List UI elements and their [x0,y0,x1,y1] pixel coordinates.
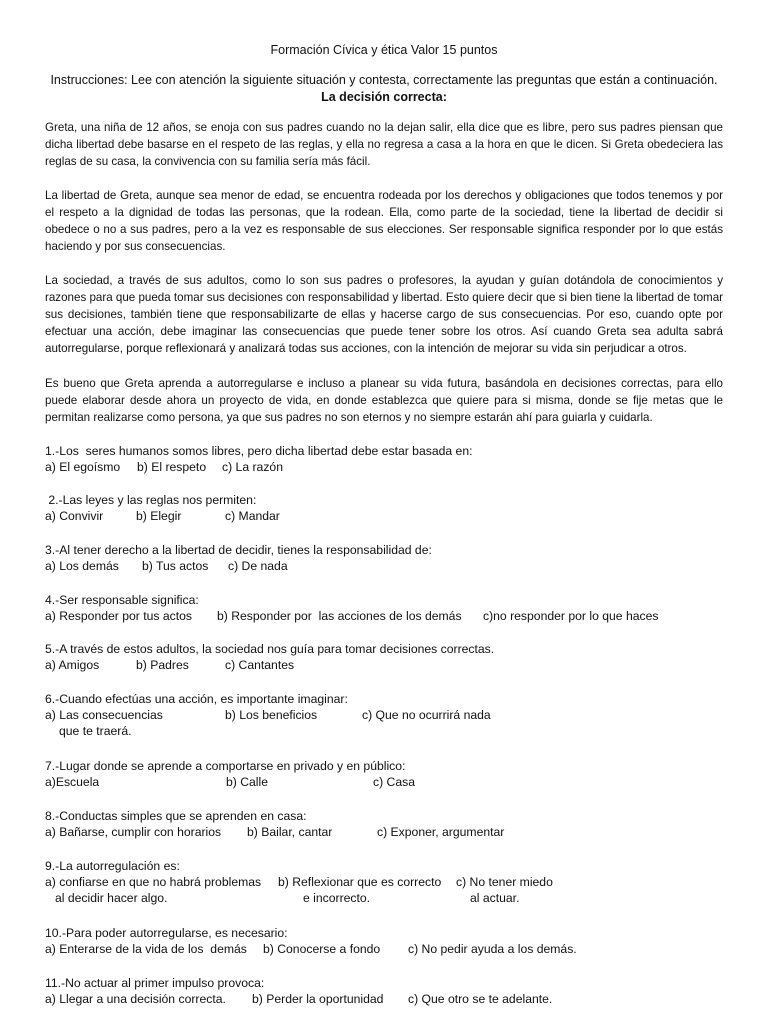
option-b: b) Reflexionar que es correcto [278,875,442,889]
option-b: b) Bailar, cantar [247,825,333,839]
option-c: c) Cantantes [225,658,295,672]
question-1 [45,443,735,475]
option-a: a) Las consecuencias [45,708,163,722]
option-b: b) Calle [226,775,268,789]
option-b: b) Padres [136,658,189,672]
option-a: a) confiarse en que no habrá problemas [45,875,262,889]
option-c: c) De nada [228,559,288,573]
question-stem: 9.-La autorregulación es: [45,859,180,873]
question-stem: 11.-No actuar al primer impulso provoca: [45,976,265,990]
option-c: c) No pedir ayuda a los demás. [408,942,577,956]
paragraph: La libertad de Greta, aunque sea menor de edad, se encuentra rodeada por los derechos y obligaciones que todos tenemos y por el respeto a la dignidad de todas las personas, que la rodean. Ella, como parte de la sociedad, tiene la libertad de decidir si obedece o no a sus padres, pero a la vez es responsable de sus elecciones. Ser responsable significa responder por lo que estás haciendo y por sus consecuencias. [45,189,723,253]
option-a: a) Los demás [45,559,119,573]
question-6 [45,691,735,739]
option-b: b) Conocerse a fondo [263,942,381,956]
option-c: c) Que otro se te adelante. [408,992,553,1006]
question-11 [45,975,735,1007]
option-a: a) Bañarse, cumplir con horarios [45,825,222,839]
option-c: c)no responder por lo que haces [483,609,659,623]
option-a: a) Llegar a una decisión correcta. [45,992,226,1006]
option-b: b) Los beneficios [225,708,318,722]
reading-title: La decisión correcta: [321,90,447,104]
question-9 [45,858,735,906]
instructions: Instrucciones: Lee con atención la siguiente situación y contesta, correctamente las preguntas que están a continuación. [50,73,718,87]
option-c: c) Que no ocurrirá nada [362,708,491,722]
question-8 [45,808,735,840]
option-c-continuation: al actuar. [470,891,520,905]
question-7 [45,758,735,790]
paragraph: Greta, una niña de 12 años, se enoja con sus padres cuando no la dejan salir, ella dice que es libre, pero sus padres piensan que dicha libertad debe basarse en el respeto de las reglas, y ella no regresa a casa a la hora en que le dicen. Si Greta obedeciera las reglas de su casa, la convivencia con su familia sería más fácil. [45,121,723,168]
option-c: c) No tener miedo [456,875,553,889]
question-stem: 3.-Al tener derecho a la libertad de decidir, tienes la responsabilidad de: [45,543,432,557]
option-a-continuation: que te traerá. [59,724,132,738]
document-title: Formación Cívica y ética Valor 15 puntos [270,43,498,57]
option-c: c) Casa [373,775,415,789]
option-a: a)Escuela [45,775,100,789]
question-5 [45,641,735,673]
option-c: c) Exponer, argumentar [377,825,505,839]
question-stem: 4.-Ser responsable significa: [45,593,199,607]
question-stem: 6.-Cuando efectúas una acción, es importante imaginar: [45,692,348,706]
question-stem: 8.-Conductas simples que se aprenden en casa: [45,809,307,823]
question-stem: 2.-Las leyes y las reglas nos permiten: [45,493,257,507]
option-b: b) Tus actos [142,559,209,573]
paragraph: La sociedad, a través de sus adultos, como lo son sus padres o profesores, la ayudan y guían dotándola de conocimientos y razones para que pueda tomar sus decisiones con responsabilidad y libertad. Esto quiere decir que si bien tiene la libertad de tomar sus decisiones, también tiene que responsabilizarte de ellas y hacerse cargo de sus consecuencias. Por eso, cuando opte por efectuar una acción, debe imaginar las consecuencias que puede tener sobre los otros. Así cuando Greta sea adulta sabrá autorregularse, porque reflexionará y analizará todas sus acciones, con la intención de mejorar su vida sin perjudicar a otros. [45,274,723,355]
option-a: a) Enterarse de la vida de los demás [45,942,247,956]
paragraph: Es bueno que Greta aprenda a autorregularse e incluso a planear su vida futura, basándola en decisiones correctas, para ello puede elaborar desde ahora un proyecto de vida, en donde establezca que quiere para si misma, donde se fije metas que le permitan realizarse como persona, ya que sus padres no son eternos y no siempre estarán ahí para guiarla y cuidarla. [45,377,723,424]
question-stem: 5.-A través de estos adultos, la sociedad nos guía para tomar decisiones correctas. [45,642,495,656]
question-stem: 1.-Los seres humanos somos libres, pero dicha libertad debe estar basada en: [45,444,473,458]
option-c: c) Mandar [225,509,280,523]
option-a: a) Responder por tus actos [45,609,193,623]
question-stem: 10.-Para poder autorregularse, es necesario: [45,926,288,940]
question-4 [45,592,735,624]
option-b: b) Responder por las acciones de los demás [217,609,462,623]
option-a-continuation: al decidir hacer algo. [55,891,168,905]
option-a: a) El egoísmo [45,460,121,474]
question-2 [45,492,735,524]
option-a: a) Convivir [45,509,104,523]
option-a: a) Amigos [45,658,100,672]
option-b: b) Elegir [136,509,182,523]
option-b: b) El respeto [137,460,207,474]
question-3 [45,542,735,574]
option-b-continuation: e incorrecto. [303,891,371,905]
question-10 [45,925,735,957]
question-stem: 7.-Lugar donde se aprende a comportarse en privado y en público: [45,759,406,773]
option-b: b) Perder la oportunidad [252,992,384,1006]
option-c: c) La razón [222,460,283,474]
